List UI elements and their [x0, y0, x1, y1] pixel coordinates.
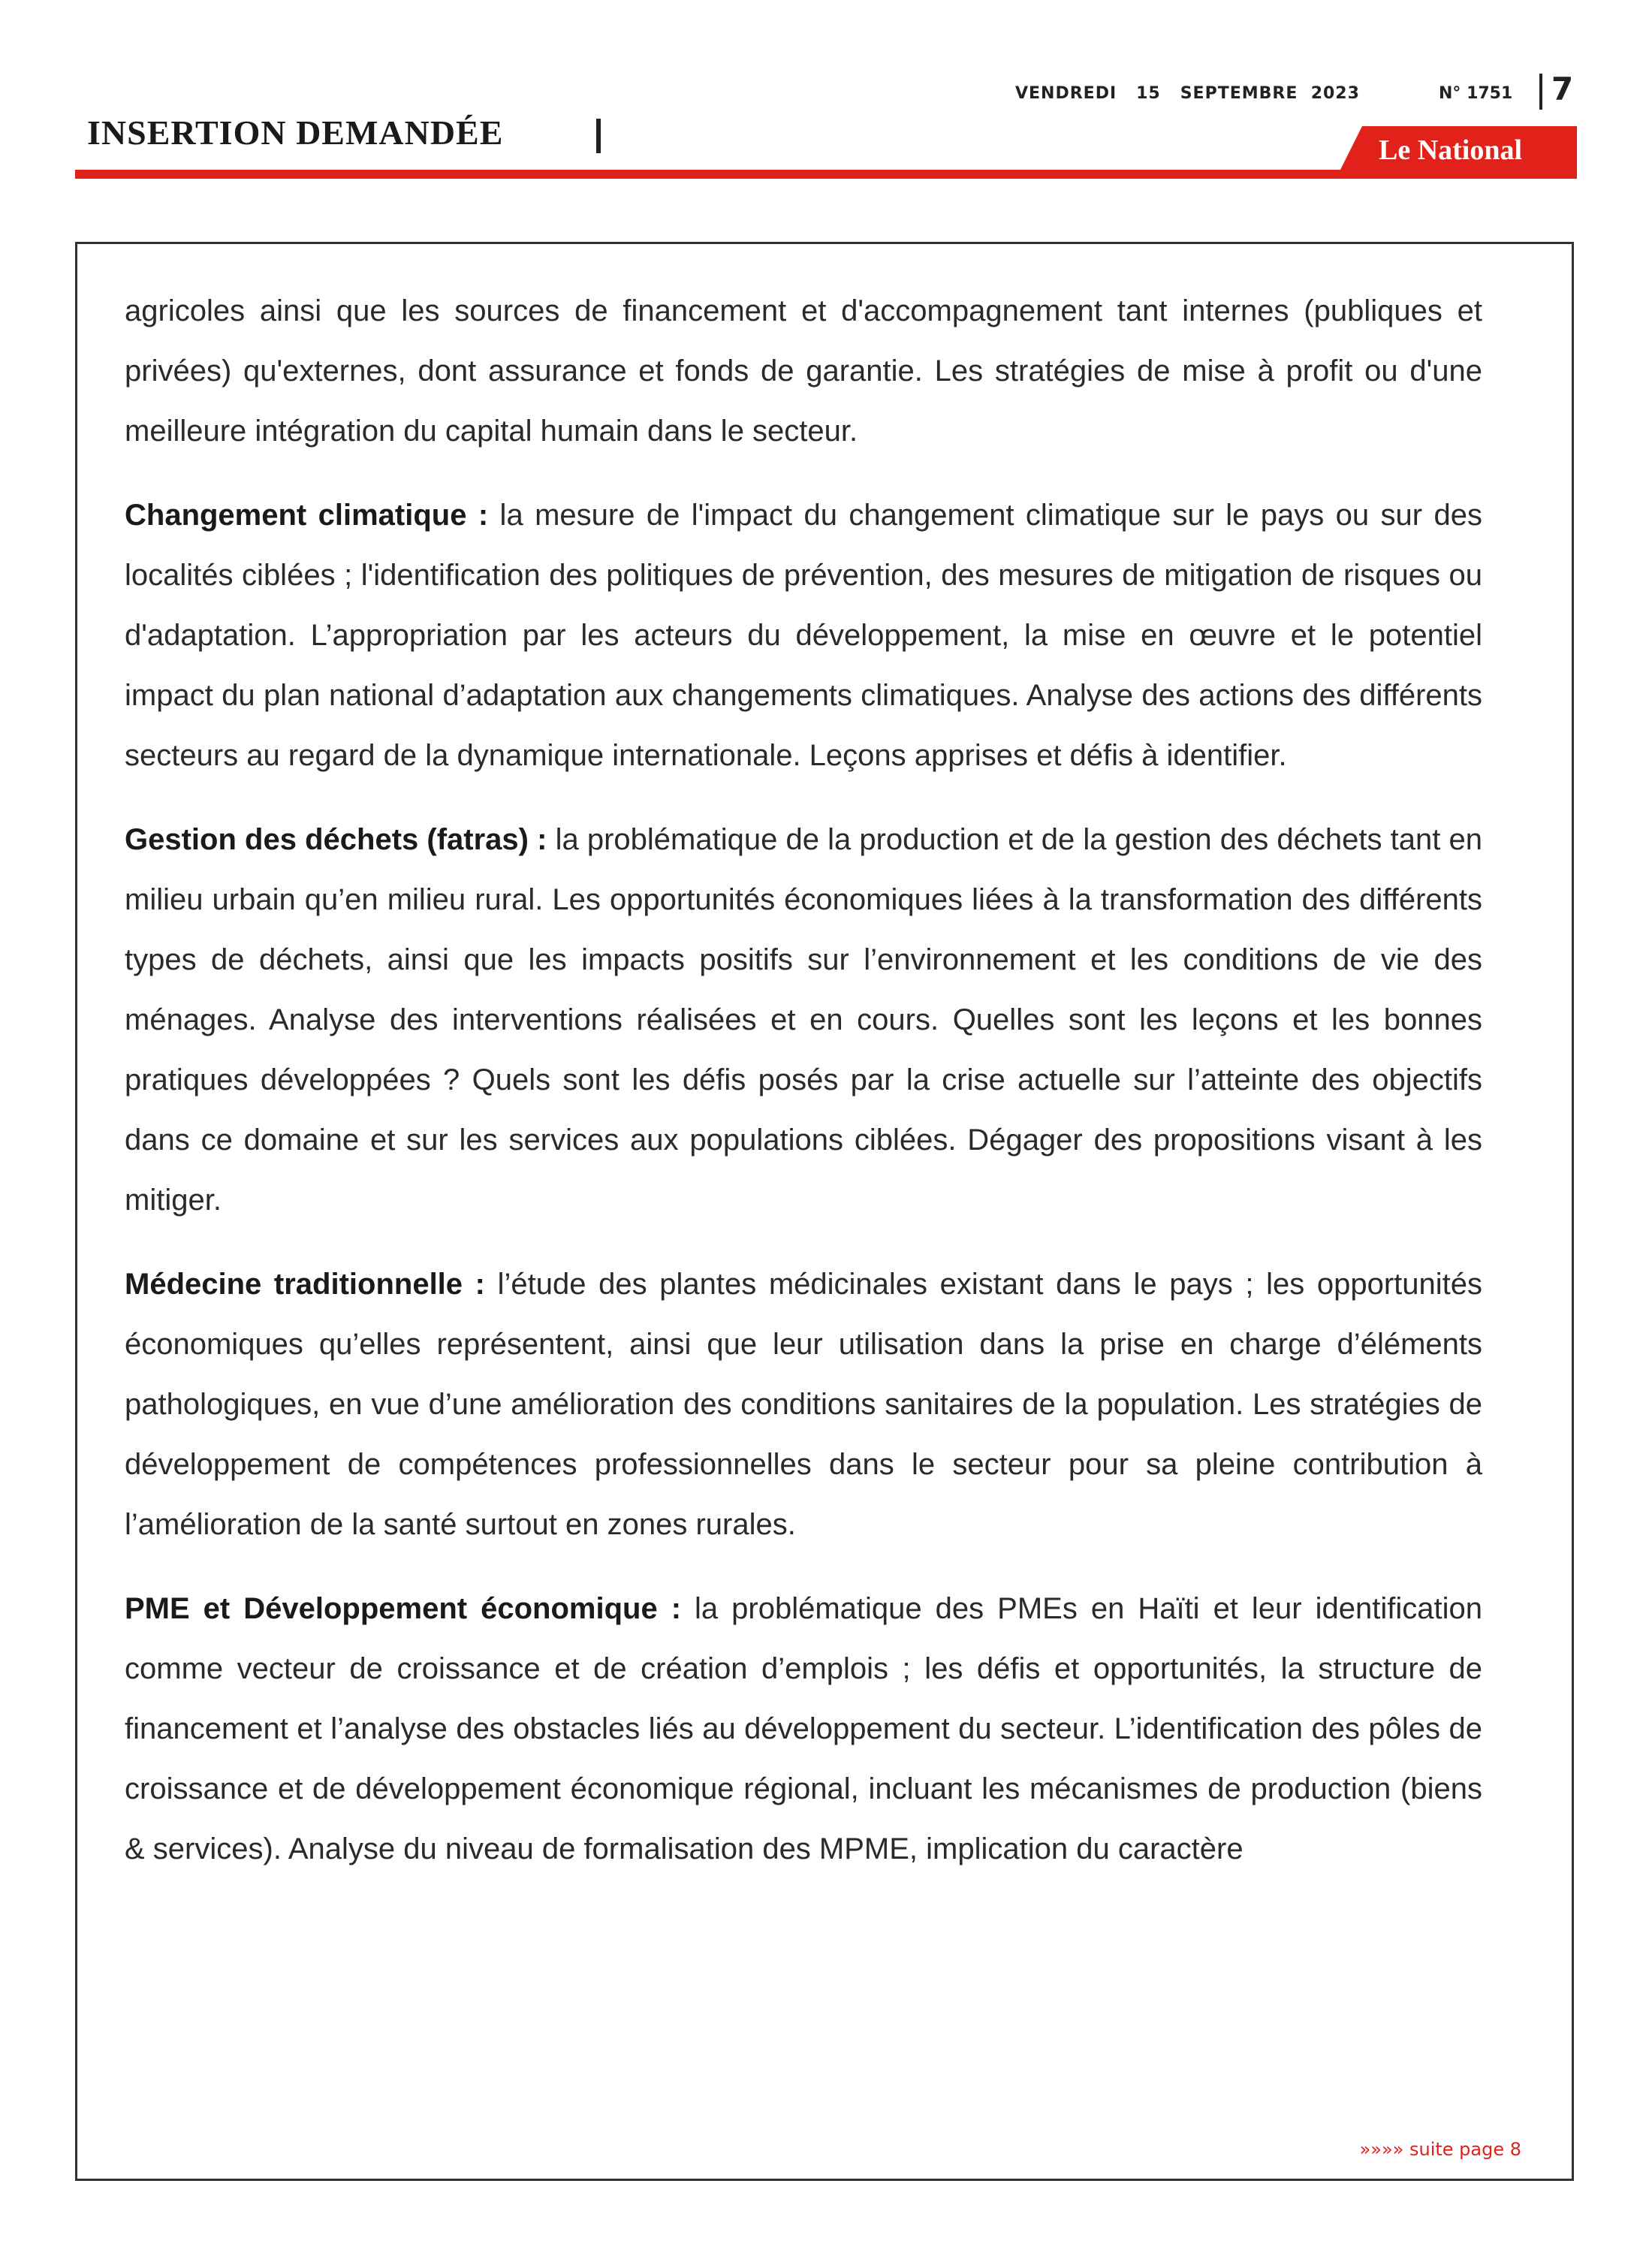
paragraph-lead: Gestion des déchets (fatras) :: [125, 823, 547, 856]
article-body: [125, 281, 1482, 1903]
page-number-divider: [1539, 74, 1542, 110]
section-title: INSERTION DEMANDÉE: [87, 113, 504, 152]
section-title-divider: [596, 119, 601, 153]
issue-date: VENDREDI 15 SEPTEMBRE 2023: [1015, 84, 1360, 103]
continuation-link[interactable]: »»»» suite page 8: [1359, 2139, 1521, 2160]
issue-number: N° 1751: [1439, 84, 1513, 103]
article-paragraph-sme: [125, 1579, 1482, 1879]
paragraph-lead: Changement climatique :: [125, 499, 489, 532]
paragraph-lead: PME et Développement économique :: [125, 1592, 682, 1625]
paragraph-text: la problématique de la production et de la gestion des déchets tant en milieu urbain qu’en milieu rural. Les opportunités économiques liées à la transformation des différents types de déchets, ainsi que les impacts positifs sur l’environnement et les conditions de vie des ménages. Analyse des interventions réalisées et en cours. Quelles sont les leçons et les bonnes pratiques développées ? Quels sont les défis posés par la crise actuelle sur l’atteinte des objectifs dans ce domaine et sur les services aux populations ciblées. Dégager des propositions visant à les mitiger.: [125, 823, 1482, 1217]
paragraph-text: l’étude des plantes médicinales existant dans le pays ; les opportunités économiques qu’elles représentent, ainsi que leur utilisation dans la prise en charge d’éléments pathologiques, en vue d’une amélioration des conditions sanitaires de la population. Les stratégies de développement de compétences professionnelles dans le secteur pour sa pleine contribution à l’amélioration de la santé surtout en zones rurales.: [125, 1268, 1482, 1541]
page-number: 7: [1551, 71, 1574, 107]
article-paragraph-waste: [125, 810, 1482, 1230]
article-intro-paragraph: agricoles ainsi que les sources de financement et d'accompagnement tant internes (publiques et privées) qu'externes, dont assurance et fonds de garantie. Les stratégies de mise à profit ou d'une meilleure intégration du capital humain dans le secteur.: [125, 294, 1482, 448]
paragraph-text: la problématique des PMEs en Haïti et leur identification comme vecteur de croissance et de création d’emplois ; les défis et opportunités, la structure de financement et l’analyse des obstacles liés au développement du secteur. L’identification des pôles de croissance et de développement économique régional, incluant les mécanismes de production (biens & services). Analyse du niveau de formalisation des MPME, implication du caractère: [125, 1592, 1482, 1865]
paragraph-text: la mesure de l'impact du changement climatique sur le pays ou sur des localités ciblées ; l'identification des politiques de prévention, des mesures de mitigation de risques ou d'adaptation. L’appropriation par les acteurs du développement, la mise en œuvre et le potentiel impact du plan national d’adaptation aux changements climatiques. Analyse des actions des différents secteurs au regard de la dynamique internationale. Leçons apprises et défis à identifier.: [125, 499, 1483, 772]
article-paragraph-climate: [125, 485, 1482, 786]
masthead-logo: Le National: [1379, 134, 1523, 166]
article-paragraph-medicine: [125, 1254, 1482, 1555]
paragraph-lead: Médecine traditionnelle :: [125, 1268, 485, 1301]
